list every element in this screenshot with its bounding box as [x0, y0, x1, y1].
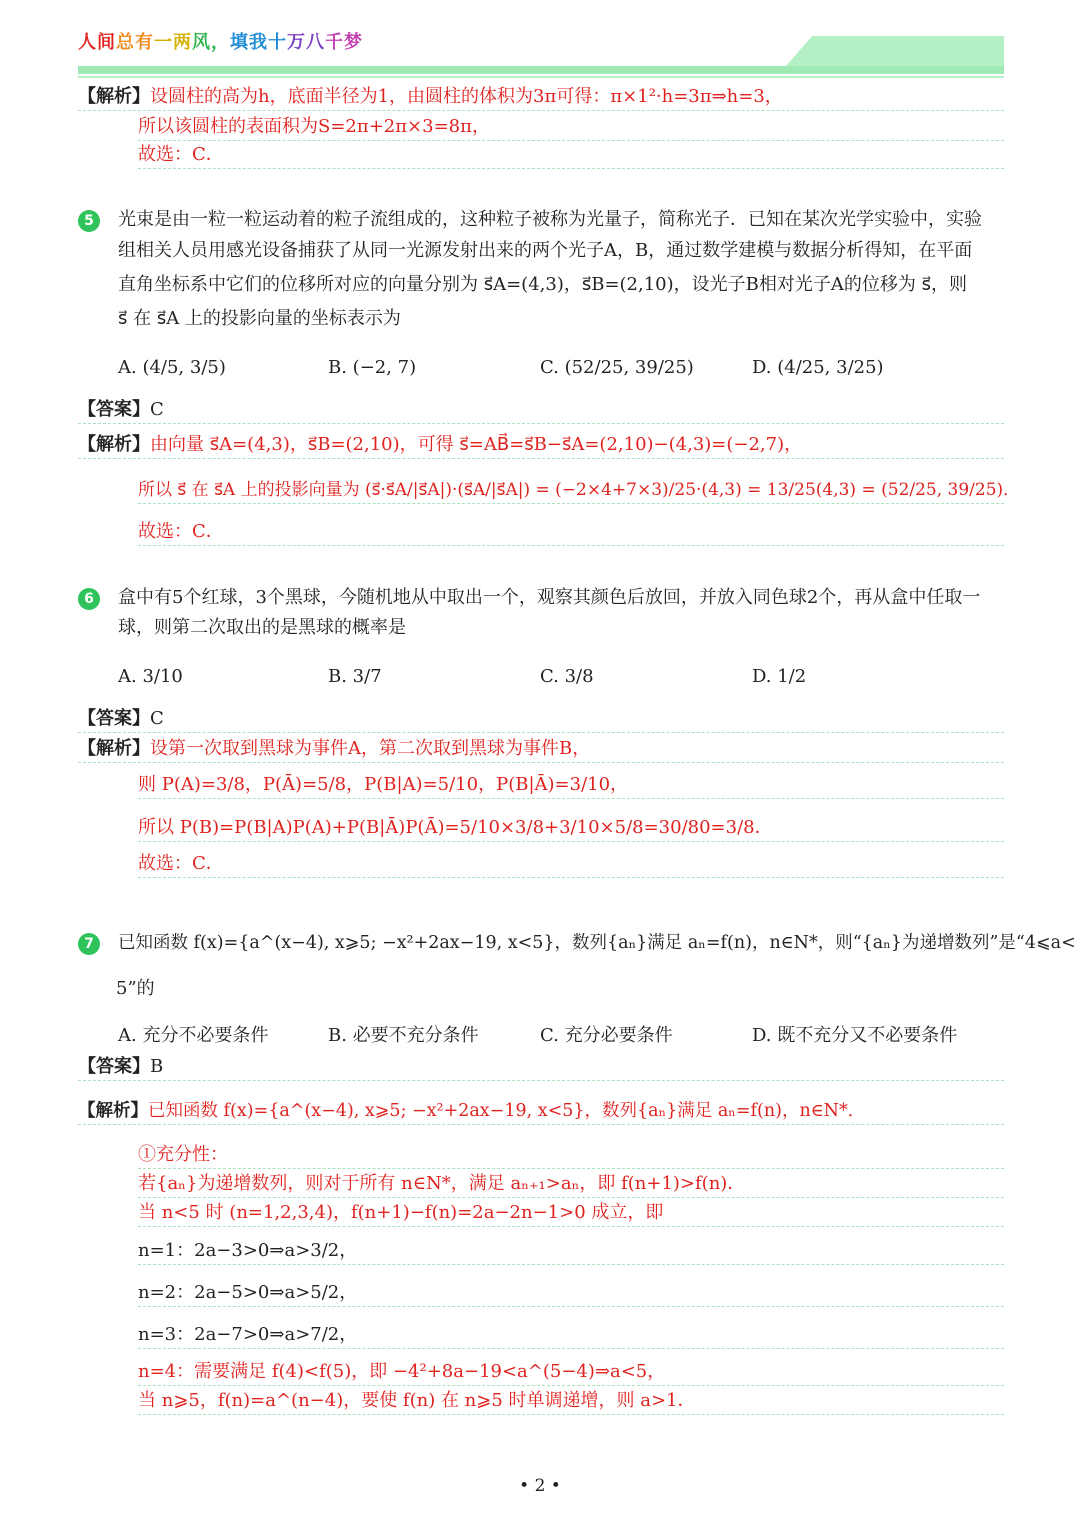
- question-text-line: 光束是由一粒一粒运动着的粒子流组成的，这种粒子被称为光量子，简称光子．已知在某次光学实验中，实验: [118, 209, 982, 230]
- option-a: A. (4/5, 3/5): [118, 357, 226, 378]
- header-divider: [78, 76, 1004, 78]
- solution-line: [78, 1098, 1004, 1125]
- slogan-char: 间: [97, 32, 116, 53]
- question-text-line: 5”的: [116, 978, 155, 999]
- solution-line: 若{aₙ}为递增数列，则对于所有 n∈N*，满足 aₙ₊₁>aₙ，即 f(n+1)>f(n)．: [138, 1171, 1004, 1198]
- answer-line: [78, 1054, 1004, 1081]
- answer-line: [78, 706, 1004, 733]
- solution-tag: 【解析】: [78, 86, 150, 107]
- question-text-line: 组相关人员用感光设备捕获了从同一光源发射出来的两个光子A，B，通过数学建模与数据分析得知，在平面: [118, 240, 973, 261]
- header-tab-decoration: [786, 36, 1004, 66]
- solution-text: 设圆柱的高为h，底面半径为1，由圆柱的体积为3π可得：π×1²·h=3π⇒h=3，: [150, 86, 783, 107]
- solution-line: ①充分性：: [138, 1142, 1004, 1169]
- solution-line: 则 P(A)=3/8，P(Ā)=5/8，P(B|A)=5/10，P(B|Ā)=3/10，: [138, 772, 1004, 799]
- option-a: A. 3/10: [118, 666, 183, 687]
- slogan-char: 我: [249, 32, 268, 53]
- solution-tag: 【解析】: [78, 434, 150, 455]
- solution-text: 由向量 s⃗A=(4,3)，s⃗B=(2,10)，可得 s⃗=AB⃗=s⃗B−s⃗A=(2,10)−(4,3)=(−2,7)，: [150, 434, 803, 455]
- slogan-char: 一: [154, 32, 173, 53]
- solution-line: n=2：2a−5>0⇒a>5/2，: [138, 1280, 1004, 1307]
- option-b: B. (−2, 7): [328, 357, 417, 378]
- question-text-line: s⃗ 在 s⃗A 上的投影向量的坐标表示为: [118, 308, 401, 329]
- solution-line: 故选：C．: [138, 851, 1004, 878]
- slogan-char: 人: [78, 32, 97, 53]
- option-d: D. 1/2: [752, 666, 807, 687]
- solution-line: n=4：需要满足 f(4)<f(5)，即 −4²+8a−19<a^(5−4)⇒a<5，: [138, 1359, 1004, 1386]
- solution-line: 故选：C．: [138, 519, 1004, 546]
- solution-line: [78, 432, 1004, 459]
- slogan-char: 千: [325, 32, 344, 53]
- slogan-char: 有: [135, 32, 154, 53]
- slogan-char: ，: [211, 32, 230, 53]
- slogan-char: 十: [268, 32, 287, 53]
- answer-line: [78, 397, 1004, 424]
- slogan-char: 两: [173, 32, 192, 53]
- question-number-badge: 5: [78, 210, 100, 232]
- solution-line: 所以 s⃗ 在 s⃗A 上的投影向量为 (s⃗·s⃗A/|s⃗A|)·(s⃗A/|s⃗A|) = (−2×4+7×3)/25·(4,3) = 13/25(4,3) = (52/25, 39/25)．: [138, 477, 1004, 504]
- option-d: D. (4/25, 3/25): [752, 357, 884, 378]
- option-c: C. (52/25, 39/25): [540, 357, 694, 378]
- answer-value: B: [150, 1056, 164, 1077]
- question-number-badge: 6: [78, 588, 100, 610]
- page-number: • 2 •: [519, 1476, 561, 1496]
- solution-tag: 【解析】: [78, 738, 150, 759]
- solution-line: 所以 P(B)=P(B|A)P(A)+P(B|Ā)P(Ā)=5/10×3/8+3/10×5/8=30/80=3/8．: [138, 815, 1004, 842]
- solution-line: [78, 736, 1004, 763]
- solution-tag: 【解析】: [78, 1101, 148, 1121]
- question-text-line: 球，则第二次取出的是黑球的概率是: [118, 617, 406, 638]
- question-number-badge: 7: [78, 933, 100, 955]
- question-text-line: 已知函数 f(x)={a^(x−4), x⩾5; −x²+2ax−19, x<5}，数列{aₙ}满足 aₙ=f(n)，n∈N*，则“{aₙ}为递增数列”是“4⩽a<: [118, 933, 1076, 953]
- solution-text: 设第一次取到黑球为事件A，第二次取到黑球为事件B，: [150, 738, 591, 759]
- answer-tag: 【答案】: [78, 399, 150, 420]
- solution-line: 当 n⩾5，f(n)=a^(n−4)，要使 f(n) 在 n⩾5 时单调递增，则 a>1．: [138, 1388, 1004, 1415]
- option-c: C. 3/8: [540, 666, 594, 687]
- header-slogan: [78, 28, 363, 54]
- solution-text: 已知函数 f(x)={a^(x−4), x⩾5; −x²+2ax−19, x<5}，数列{aₙ}满足 aₙ=f(n)，n∈N*．: [148, 1101, 866, 1121]
- slogan-char: 风: [192, 32, 211, 53]
- answer-tag: 【答案】: [78, 1056, 150, 1077]
- prev-solution-line: [78, 84, 1004, 111]
- prev-solution-line: 故选：C．: [138, 142, 1004, 169]
- slogan-char: 梦: [344, 32, 363, 53]
- prev-solution-line: 所以该圆柱的表面积为S=2π+2π×3=8π，: [138, 114, 1004, 141]
- question-text-line: 盒中有5个红球，3个黑球，今随机地从中取出一个，观察其颜色后放回，并放入同色球2个，再从盒中任取一: [118, 587, 981, 608]
- question-text-line: 直角坐标系中它们的位移所对应的向量分别为 s⃗A=(4,3)，s⃗B=(2,10)，设光子B相对光子A的位移为 s⃗，则: [118, 274, 967, 295]
- option-a: A. 充分不必要条件: [118, 1025, 269, 1046]
- header-bar: [78, 66, 1004, 74]
- option-b: B. 3/7: [328, 666, 382, 687]
- option-d: D. 既不充分又不必要条件: [752, 1025, 958, 1046]
- slogan-char: 万: [287, 32, 306, 53]
- answer-tag: 【答案】: [78, 708, 150, 729]
- solution-line: 当 n<5 时 (n=1,2,3,4)，f(n+1)−f(n)=2a−2n−1>0 成立，即: [138, 1200, 1004, 1227]
- solution-line: n=3：2a−7>0⇒a>7/2，: [138, 1322, 1004, 1349]
- slogan-char: 填: [230, 32, 249, 53]
- slogan-char: 总: [116, 32, 135, 53]
- slogan-char: 八: [306, 32, 325, 53]
- option-c: C. 充分必要条件: [540, 1025, 673, 1046]
- answer-value: C: [150, 708, 164, 729]
- option-b: B. 必要不充分条件: [328, 1025, 479, 1046]
- solution-line: n=1：2a−3>0⇒a>3/2，: [138, 1238, 1004, 1265]
- answer-value: C: [150, 399, 164, 420]
